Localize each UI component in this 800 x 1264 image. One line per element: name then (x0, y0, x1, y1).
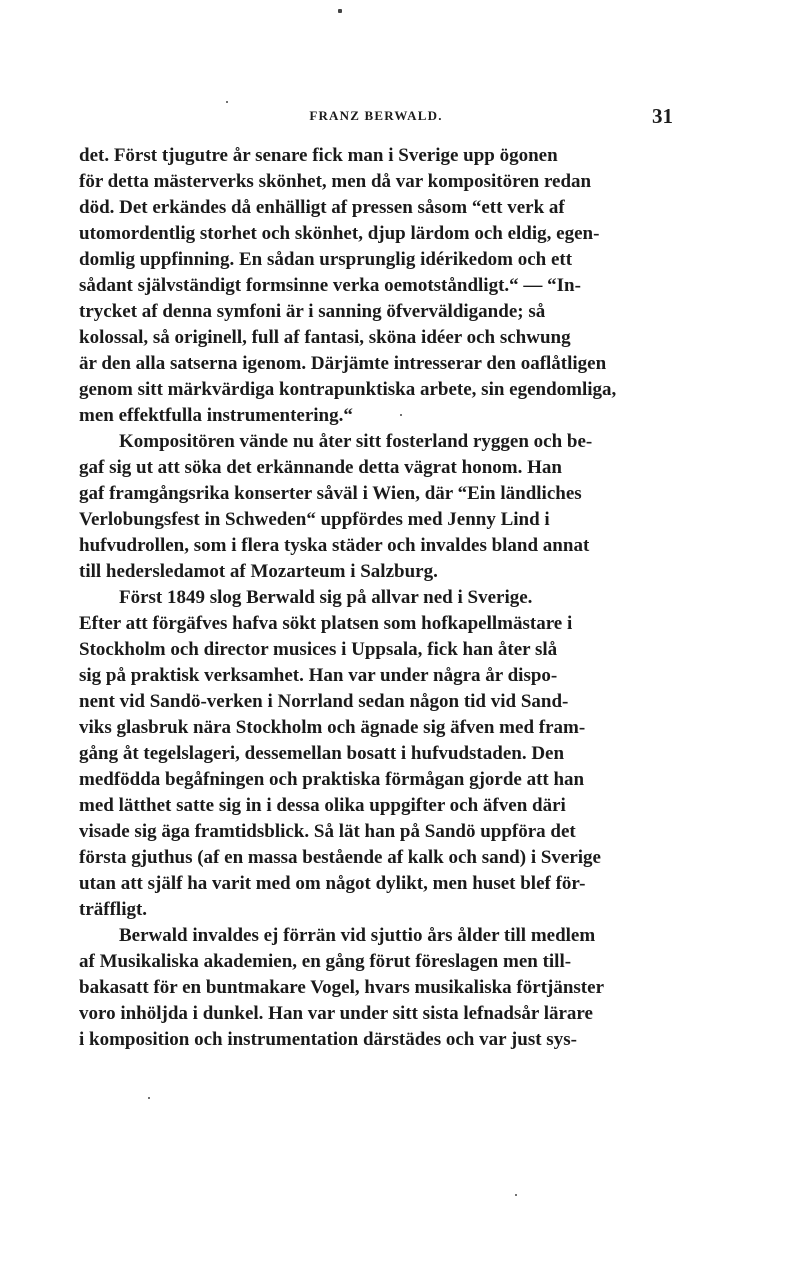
text-line: trycket af denna symfoni är i sanning öfverväldigande; så (79, 301, 546, 322)
text-line: Kompositören vände nu åter sitt fosterland ryggen och be- (119, 431, 593, 452)
text-line: genom sitt märkvärdiga kontrapunktiska arbete, sin egendomliga, (79, 379, 617, 400)
text-line: gaf sig ut att söka det erkännande detta vägrat honom. Han (79, 457, 562, 478)
page-number: 31 (652, 104, 673, 128)
paragraph-4 (79, 923, 673, 1053)
paragraph-2 (79, 429, 673, 585)
paragraph-3 (79, 585, 673, 923)
text-line: kolossal, så originell, full af fantasi, sköna idéer och schwung (79, 327, 571, 348)
text-line: Efter att förgäfves hafva sökt platsen som hofkapellmästare i (79, 613, 573, 634)
text-line: bakasatt för en buntmakare Vogel, hvars musikaliska förtjänster (79, 977, 605, 998)
text-line: Berwald invaldes ej förrän vid sjuttio års ålder till medlem (119, 925, 596, 946)
text-line: af Musikaliska akademien, en gång förut föreslagen men till- (79, 951, 572, 972)
body-text (79, 143, 673, 1053)
text-line: Först 1849 slog Berwald sig på allvar ned i Sverige. (119, 587, 533, 608)
print-speck (148, 1097, 150, 1099)
text-line: Stockholm och director musices i Uppsala, fick han åter slå (79, 639, 558, 660)
text-line: utomordentlig storhet och skönhet, djup lärdom och eldig, egen- (79, 223, 600, 244)
paragraph-1 (79, 143, 673, 429)
text-line: sig på praktisk verksamhet. Han var under några år dispo- (79, 665, 558, 686)
text-line: viks glasbruk nära Stockholm och ägnade sig äfven med fram- (79, 717, 586, 738)
text-line: träffligt. (79, 899, 148, 920)
text-line: medfödda begåfningen och praktiska förmågan gjorde att han (79, 769, 585, 790)
text-line: visade sig äga framtidsblick. Så lät han på Sandö uppföra det (79, 821, 576, 842)
print-speck (515, 1194, 517, 1196)
text-line: nent vid Sandö-verken i Norrland sedan någon tid vid Sand- (79, 691, 569, 712)
text-line: sådant självständigt formsinne verka oemotståndligt.“ — “In- (79, 275, 581, 296)
text-line: i komposition och instrumentation därstädes och var just sys- (79, 1029, 577, 1050)
text-line: död. Det erkändes då enhälligt af pressen såsom “ett verk af (79, 197, 565, 218)
text-line: domlig uppfinning. En sådan ursprunglig idérikedom och ett (79, 249, 573, 270)
text-line: voro inhöljda i dunkel. Han var under sitt sista lefnadsår lärare (79, 1003, 593, 1024)
running-head (79, 104, 673, 134)
print-speck (338, 9, 342, 13)
text-line: är den alla satserna igenom. Därjämte intresserar den oaflåtligen (79, 353, 607, 374)
text-line: hufvudrollen, som i flera tyska städer och invaldes bland annat (79, 535, 590, 556)
text-line: första gjuthus (af en massa bestående af kalk och sand) i Sverige (79, 847, 601, 868)
text-line: det. Först tjugutre år senare fick man i Sverige upp ögonen (79, 145, 558, 166)
text-line: gång åt tegelslageri, dessemellan bosatt i hufvudstaden. Den (79, 743, 565, 764)
print-speck (226, 101, 228, 103)
text-line: till hedersledamot af Mozarteum i Salzburg. (79, 561, 438, 582)
text-line: Verlobungsfest in Schweden“ uppfördes med Jenny Lind i (79, 509, 550, 530)
text-line: gaf framgångsrika konserter såväl i Wien, där “Ein ländliches (79, 483, 582, 504)
text-line: utan att själf ha varit med om något dylikt, men huset blef för- (79, 873, 586, 894)
text-line: med lätthet satte sig in i dessa olika uppgifter och äfven däri (79, 795, 566, 816)
running-title: FRANZ BERWALD. (309, 108, 443, 123)
text-line: för detta mästerverks skönhet, men då var kompositören redan (79, 171, 592, 192)
text-line: men effektfulla instrumentering.“ (79, 405, 353, 426)
